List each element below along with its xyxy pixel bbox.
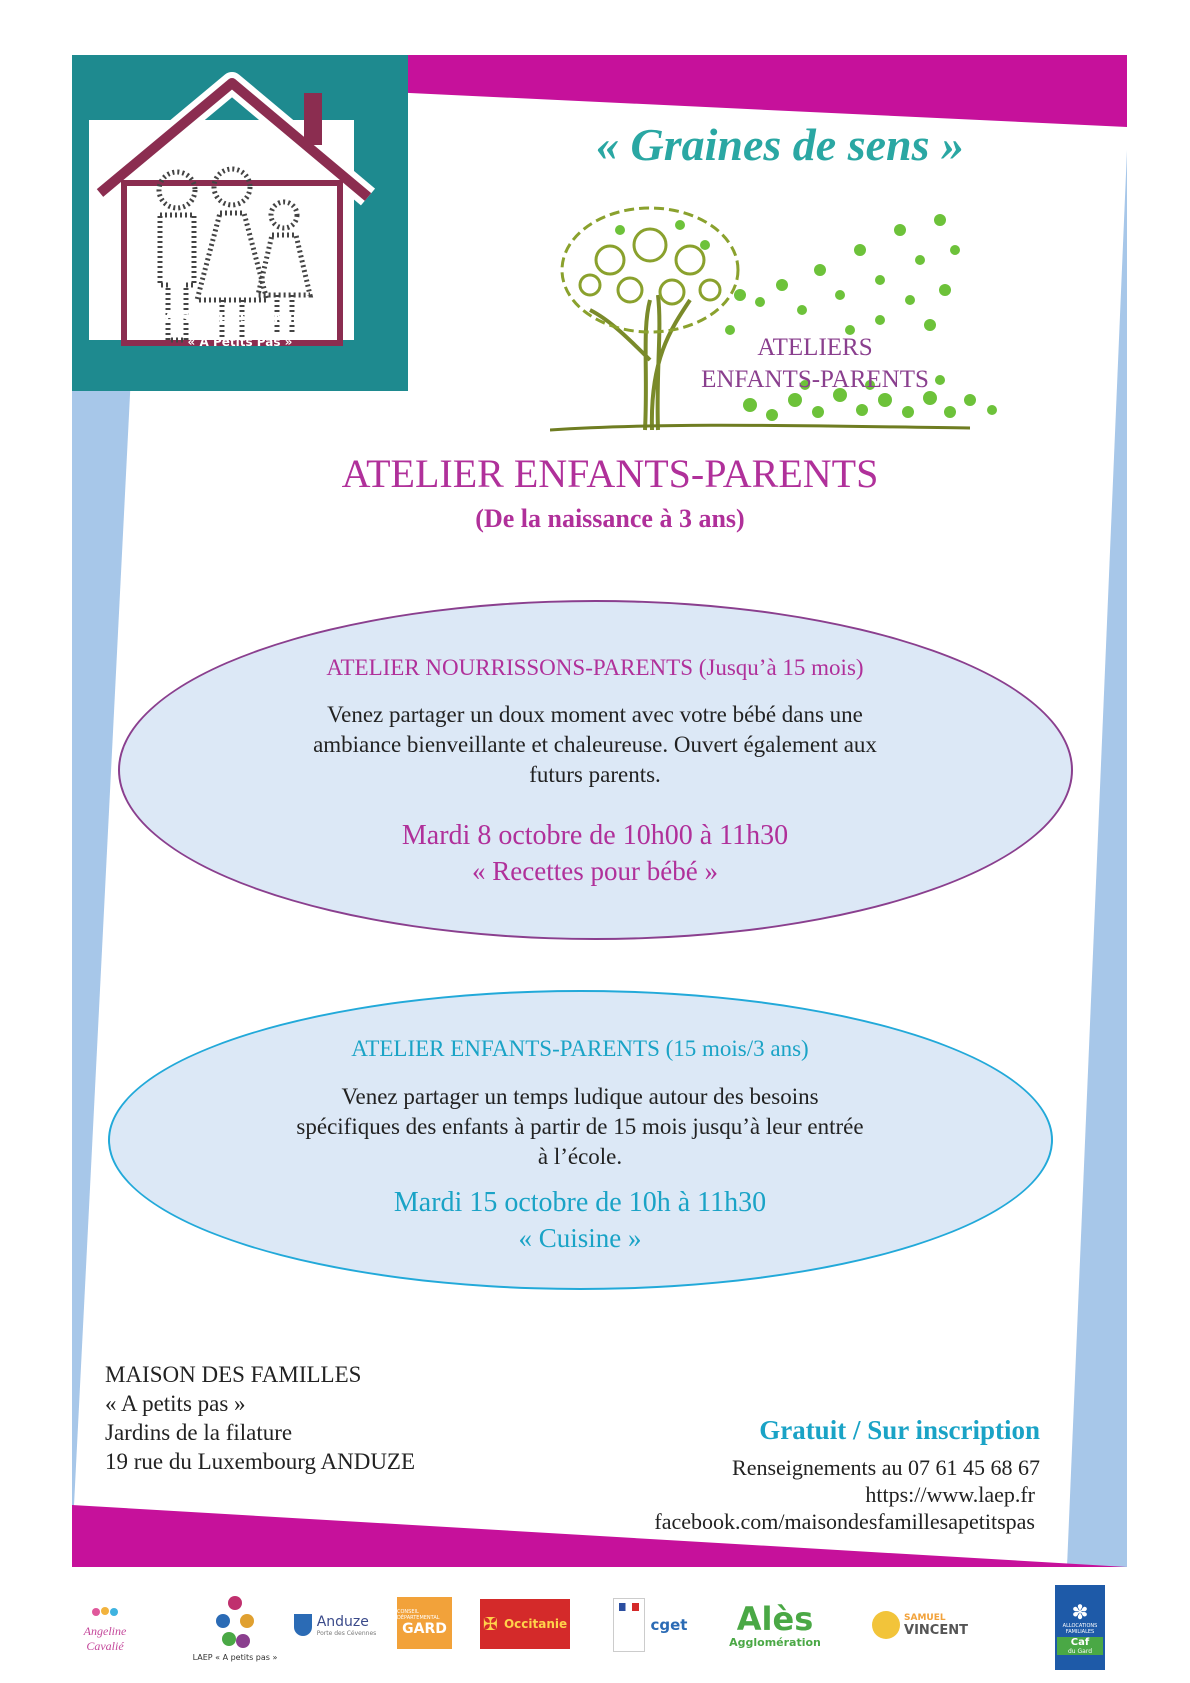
anduze-logo xyxy=(290,1600,380,1650)
workshop-2-line3: à l’école. xyxy=(537,1144,623,1169)
cavalie-logo xyxy=(75,1595,135,1665)
caf-people-icon: ✽ xyxy=(1071,1599,1089,1624)
cavalie-figures-icon xyxy=(90,1606,120,1624)
logo-subtitle: « A Petits Pas » xyxy=(187,335,293,349)
cget-text: cget xyxy=(650,1616,688,1634)
workshop-2-title: ATELIER ENFANTS-PARENTS (15 mois/3 ans) xyxy=(351,1036,809,1061)
maison-des-familles-logo xyxy=(72,55,408,391)
workshop-1-line3: futurs parents. xyxy=(529,762,661,787)
samuel-text: SAMUEL xyxy=(904,1612,946,1623)
tagline: « Graines de sens » xyxy=(595,119,965,170)
address-line1: MAISON DES FAMILLES xyxy=(105,1362,362,1387)
samuel-vincent-ball-icon xyxy=(872,1611,900,1639)
gard-text: GARD xyxy=(402,1621,447,1637)
cget-logo xyxy=(610,1595,690,1655)
laep-caption: LAEP « A petits pas » xyxy=(192,1653,278,1662)
marianne-icon xyxy=(613,1598,645,1652)
vincent-text: VINCENT xyxy=(904,1622,968,1638)
laep-kids-icon xyxy=(213,1593,257,1653)
blue-right-band xyxy=(1067,150,1127,1567)
laep-logo xyxy=(190,1585,280,1670)
workshop-1-title: ATELIER NOURRISSONS-PARENTS (Jusqu’à 15 mois) xyxy=(326,655,864,680)
tree-caption-line2: ENFANTS-PARENTS xyxy=(701,366,929,393)
workshop-1-description xyxy=(150,700,1040,790)
gard-logo xyxy=(397,1597,452,1649)
address-line3: Jardins de la filature xyxy=(105,1420,293,1445)
phone-info: Renseignements au 07 61 45 68 67 xyxy=(732,1455,1040,1480)
workshop-2-line2: spécifiques des enfants à partir de 15 mois jusqu’à leur entrée xyxy=(296,1114,864,1139)
tree-caption-line1: ATELIERS xyxy=(757,334,873,361)
workshop-1-theme: « Recettes pour bébé » xyxy=(472,856,718,886)
facebook-link[interactable]: facebook.com/maisondesfamillesapetitspas xyxy=(654,1509,1035,1534)
logo-title: MAISON DES FAMILLES xyxy=(149,311,331,327)
tree-icon xyxy=(550,208,970,430)
cavalie-bottom-text: Cavalié xyxy=(86,1639,124,1653)
gard-top-text: CONSEIL DÉPARTEMENTAL xyxy=(397,1609,440,1621)
anduze-shield-icon xyxy=(294,1614,312,1636)
occitanie-text: Occitanie xyxy=(503,1617,568,1631)
workshop-2-line1: Venez partager un temps ludique autour des besoins xyxy=(341,1084,819,1109)
tree-caption xyxy=(680,332,950,396)
ales-logo xyxy=(720,1593,830,1658)
workshop-2-description xyxy=(140,1082,1020,1172)
cavalie-top-text: Angeline xyxy=(83,1624,127,1638)
anduze-text: Anduze xyxy=(316,1613,369,1630)
free-registration: Gratuit / Sur inscription xyxy=(759,1415,1040,1445)
caf-line2: FAMILIALES xyxy=(1065,1628,1095,1635)
workshop-2-date: Mardi 15 octobre de 10h à 11h30 xyxy=(393,1187,767,1218)
ales-subtext: Agglomération xyxy=(729,1636,821,1649)
address-block xyxy=(105,1360,555,1476)
caf-line1: ALLOCATIONS xyxy=(1062,1622,1098,1629)
ales-text: Alès xyxy=(736,1600,814,1638)
caf-logo xyxy=(1055,1585,1105,1670)
workshop-1-line1: Venez partager un doux moment avec votre bébé dans une xyxy=(327,702,863,727)
tree-illustration xyxy=(550,190,1010,445)
workshop-2-theme: « Cuisine » xyxy=(518,1223,642,1253)
anduze-subtext: Porte des Cévennes xyxy=(316,1629,377,1637)
workshop-1-date: Mardi 8 octobre de 10h00 à 11h30 xyxy=(401,820,789,851)
workshop-1-line2: ambiance bienveillante et chaleureuse. Ouvert également aux xyxy=(313,732,877,757)
partner-logos xyxy=(70,1585,1130,1675)
occitan-cross-icon: ✠ xyxy=(482,1613,498,1635)
samuel-vincent-logo xyxy=(865,1595,975,1655)
caf-line3: Caf xyxy=(1070,1636,1090,1648)
caf-line4: du Gard xyxy=(1067,1647,1092,1655)
page-subtitle: (De la naissance à 3 ans) xyxy=(475,504,745,533)
address-line4: 19 rue du Luxembourg ANDUZE xyxy=(105,1449,416,1474)
address-line2: « A petits pas » xyxy=(105,1391,246,1416)
occitanie-logo xyxy=(480,1599,570,1649)
website-link[interactable]: https://www.laep.fr xyxy=(865,1482,1035,1507)
page-title: ATELIER ENFANTS-PARENTS xyxy=(341,451,879,496)
